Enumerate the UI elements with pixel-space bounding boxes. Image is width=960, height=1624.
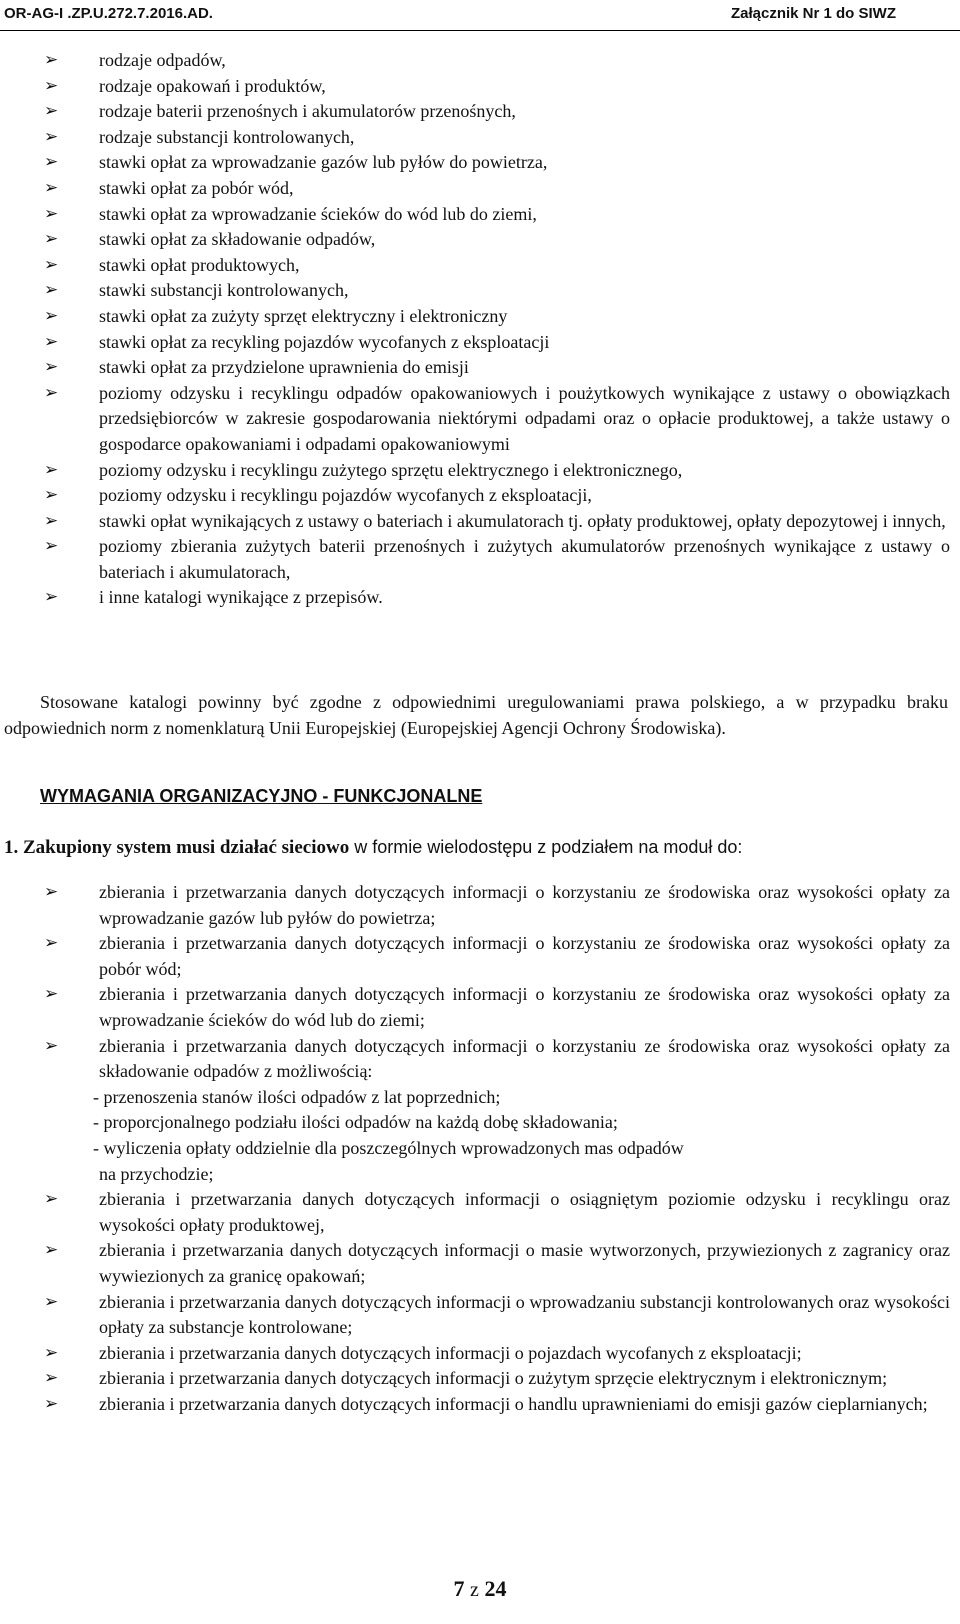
- list-item: [0, 483, 960, 509]
- requirement-intro-bold: 1. Zakupiony system musi działać sieciowo: [4, 837, 350, 858]
- arrowhead-bullet-icon: ➢: [44, 1291, 59, 1312]
- module-subitem-text: - przenoszenia stanów ilości odpadów z lat poprzednich;: [93, 1086, 501, 1107]
- module-item: [0, 1290, 960, 1341]
- list-item: [0, 202, 960, 228]
- list-item-text: rodzaje opakowań i produktów,: [99, 75, 326, 96]
- list-item: [0, 458, 960, 484]
- list-item: [0, 253, 960, 279]
- module-subitem: [93, 1085, 950, 1111]
- list-item: [0, 304, 960, 330]
- list-item-text: poziomy zbierania zużytych baterii przenośnych i zużytych akumulatorów przenośnych wynikające z ustawy o bateriach i akumulatorach,: [99, 536, 950, 582]
- catalog-compliance-paragraph: [4, 690, 948, 741]
- arrowhead-bullet-icon: ➢: [44, 1189, 59, 1210]
- module-item: [0, 931, 960, 982]
- list-item-text: rodzaje baterii przenośnych i akumulatorów przenośnych,: [99, 101, 516, 122]
- list-item: [0, 509, 960, 535]
- list-item-text: stawki opłat za zużyty sprzęt elektryczny i elektroniczny: [99, 305, 508, 326]
- arrowhead-bullet-icon: ➢: [44, 357, 59, 378]
- module-item-text: zbierania i przetwarzania danych dotyczących informacji o pojazdach wycofanych z eksploatacji;: [99, 1342, 802, 1363]
- arrowhead-bullet-icon: ➢: [44, 382, 59, 403]
- list-item: [0, 585, 960, 611]
- list-item: [0, 381, 960, 458]
- arrowhead-bullet-icon: ➢: [44, 75, 59, 96]
- list-item: [0, 125, 960, 151]
- page-total: 24: [484, 1576, 507, 1601]
- module-item: [0, 1187, 960, 1238]
- paragraph-text: Stosowane katalogi powinny być zgodne z odpowiednimi uregulowaniami prawa polskiego, a w przypadku braku odpowiednich norm z nomenklaturą Unii Europejskiej (Europejskiej Agencji Ochrony Środowiska).: [4, 692, 948, 738]
- list-item-text: stawki opłat za wprowadzanie gazów lub pyłów do powietrza,: [99, 152, 548, 173]
- module-list: [0, 880, 960, 1417]
- arrowhead-bullet-icon: ➢: [44, 152, 59, 173]
- page-header: [0, 0, 960, 31]
- document-reference: OR-AG-I .ZP.U.272.7.2016.AD.: [4, 5, 213, 22]
- arrowhead-bullet-icon: ➢: [44, 1035, 59, 1056]
- arrowhead-bullet-icon: ➢: [44, 510, 59, 531]
- module-subitem-continuation: na przychodzie;: [99, 1163, 214, 1184]
- attachment-label: Załącznik Nr 1 do SIWZ: [730, 5, 896, 22]
- module-item: [0, 1392, 960, 1418]
- arrowhead-bullet-icon: ➢: [44, 305, 59, 326]
- list-item-text: stawki opłat za składowanie odpadów,: [99, 229, 376, 250]
- list-item: [0, 99, 960, 125]
- arrowhead-bullet-icon: ➢: [44, 485, 59, 506]
- list-item-text: rodzaje substancji kontrolowanych,: [99, 126, 355, 147]
- module-item-text: zbierania i przetwarzania danych dotyczących informacji o osiągniętym poziomie odzysku i recyklingu oraz wysokości opłaty produktowej,: [99, 1189, 950, 1235]
- arrowhead-bullet-icon: ➢: [44, 229, 59, 250]
- list-item-text: stawki opłat za przydzielone uprawnienia do emisji: [99, 357, 469, 378]
- arrowhead-bullet-icon: ➢: [44, 177, 59, 198]
- module-item: [0, 1034, 960, 1188]
- module-item: [0, 1341, 960, 1367]
- module-item-text: zbierania i przetwarzania danych dotyczących informacji o masie wytworzonych, przywiezionych z zagranicy oraz wywiezionych za granicę opakowań;: [99, 1240, 950, 1286]
- list-item: [0, 330, 960, 356]
- arrowhead-bullet-icon: ➢: [44, 50, 59, 70]
- requirement-intro: [4, 834, 742, 861]
- module-item-text: zbierania i przetwarzania danych dotyczących informacji o wprowadzaniu substancji kontrolowanych oraz wysokości opłaty za substancje kontrolowane;: [99, 1291, 950, 1338]
- module-subitem: [93, 1136, 950, 1187]
- list-item: [0, 48, 960, 74]
- module-item-text: zbierania i przetwarzania danych dotyczących informacji o korzystaniu ze środowiska oraz wysokości opłaty za pobór wód;: [99, 933, 950, 979]
- arrowhead-bullet-icon: ➢: [44, 126, 59, 147]
- module-subitem-text: - wyliczenia opłaty oddzielnie dla poszczególnych wprowadzonych mas odpadów: [93, 1137, 684, 1158]
- list-item-text: poziomy odzysku i recyklingu pojazdów wycofanych z eksploatacji,: [99, 485, 592, 506]
- arrowhead-bullet-icon: ➢: [44, 331, 59, 352]
- list-item: [0, 534, 960, 585]
- module-subitem: [93, 1110, 950, 1136]
- arrowhead-bullet-icon: ➢: [44, 933, 59, 954]
- module-item-text: zbierania i przetwarzania danych dotyczących informacji o zużytym sprzęcie elektrycznym i elektronicznym;: [99, 1368, 888, 1389]
- list-item: [0, 150, 960, 176]
- module-item: [0, 982, 960, 1033]
- arrowhead-bullet-icon: ➢: [44, 459, 59, 480]
- list-item-text: stawki opłat za pobór wód,: [99, 177, 294, 198]
- module-subitem-text: - proporcjonalnego podziału ilości odpadów na każdą dobę składowania;: [93, 1112, 618, 1133]
- requirement-intro-rest: w formie wielodostępu z podziałem na moduł do:: [349, 837, 743, 857]
- list-item-text: stawki opłat produktowych,: [99, 254, 300, 275]
- list-item-text: rodzaje odpadów,: [99, 50, 226, 70]
- list-item-text: stawki substancji kontrolowanych,: [99, 280, 349, 301]
- arrowhead-bullet-icon: ➢: [44, 203, 59, 224]
- list-item-text: stawki opłat za wprowadzanie ścieków do wód lub do ziemi,: [99, 203, 537, 224]
- module-item: [0, 880, 960, 931]
- section-heading: WYMAGANIA ORGANIZACYJNO - FUNKCJONALNE: [40, 786, 483, 806]
- module-item-text: zbierania i przetwarzania danych dotyczących informacji o korzystaniu ze środowiska oraz wysokości opłaty za wprowadzanie gazów lub pyłów do powietrza;: [99, 882, 950, 928]
- list-item: [0, 278, 960, 304]
- module-item: [0, 1366, 960, 1392]
- arrowhead-bullet-icon: ➢: [44, 984, 59, 1005]
- arrowhead-bullet-icon: ➢: [44, 587, 59, 608]
- list-item-text: poziomy odzysku i recyklingu odpadów opakowaniowych i poużytkowych wynikające z ustawy o obowiązkach przedsiębiorców w zakresie gospodarowania niektórymi odpadami oraz o opłacie produktowej, a także ustawy o gospodarce opakowaniami i odpadami opakowaniowymi: [99, 382, 950, 454]
- page-of: z: [470, 1579, 479, 1601]
- arrowhead-bullet-icon: ➢: [44, 536, 59, 557]
- page-current: 7: [453, 1576, 465, 1601]
- arrowhead-bullet-icon: ➢: [44, 1240, 59, 1261]
- page-number: [0, 1576, 960, 1602]
- module-item-text: zbierania i przetwarzania danych dotyczących informacji o korzystaniu ze środowiska oraz wysokości opłaty za wprowadzanie ścieków do wód lub do ziemi;: [99, 984, 950, 1030]
- module-item-text: zbierania i przetwarzania danych dotyczących informacji o handlu uprawnieniami do emisji gazów cieplarnianych;: [99, 1393, 928, 1414]
- module-item-text: zbierania i przetwarzania danych dotyczących informacji o korzystaniu ze środowiska oraz wysokości opłaty za składowanie odpadów z możliwością:: [99, 1035, 950, 1082]
- arrowhead-bullet-icon: ➢: [44, 882, 59, 902]
- catalog-list: [0, 48, 960, 611]
- arrowhead-bullet-icon: ➢: [44, 1393, 59, 1414]
- arrowhead-bullet-icon: ➢: [44, 1368, 59, 1389]
- list-item-text: i inne katalogi wynikające z przepisów.: [99, 587, 383, 608]
- list-item-text: stawki opłat za recykling pojazdów wycofanych z eksploatacji: [99, 331, 550, 352]
- module-item: [0, 1238, 960, 1289]
- list-item-text: poziomy odzysku i recyklingu zużytego sprzętu elektrycznego i elektronicznego,: [99, 459, 683, 480]
- arrowhead-bullet-icon: ➢: [44, 1342, 59, 1363]
- arrowhead-bullet-icon: ➢: [44, 101, 59, 122]
- list-item: [0, 355, 960, 381]
- list-item: [0, 176, 960, 202]
- arrowhead-bullet-icon: ➢: [44, 280, 59, 301]
- list-item: [0, 74, 960, 100]
- list-item-text: stawki opłat wynikających z ustawy o bateriach i akumulatorach tj. opłaty produktowej, opłaty depozytowej i innych,: [99, 510, 946, 531]
- list-item: [0, 227, 960, 253]
- arrowhead-bullet-icon: ➢: [44, 254, 59, 275]
